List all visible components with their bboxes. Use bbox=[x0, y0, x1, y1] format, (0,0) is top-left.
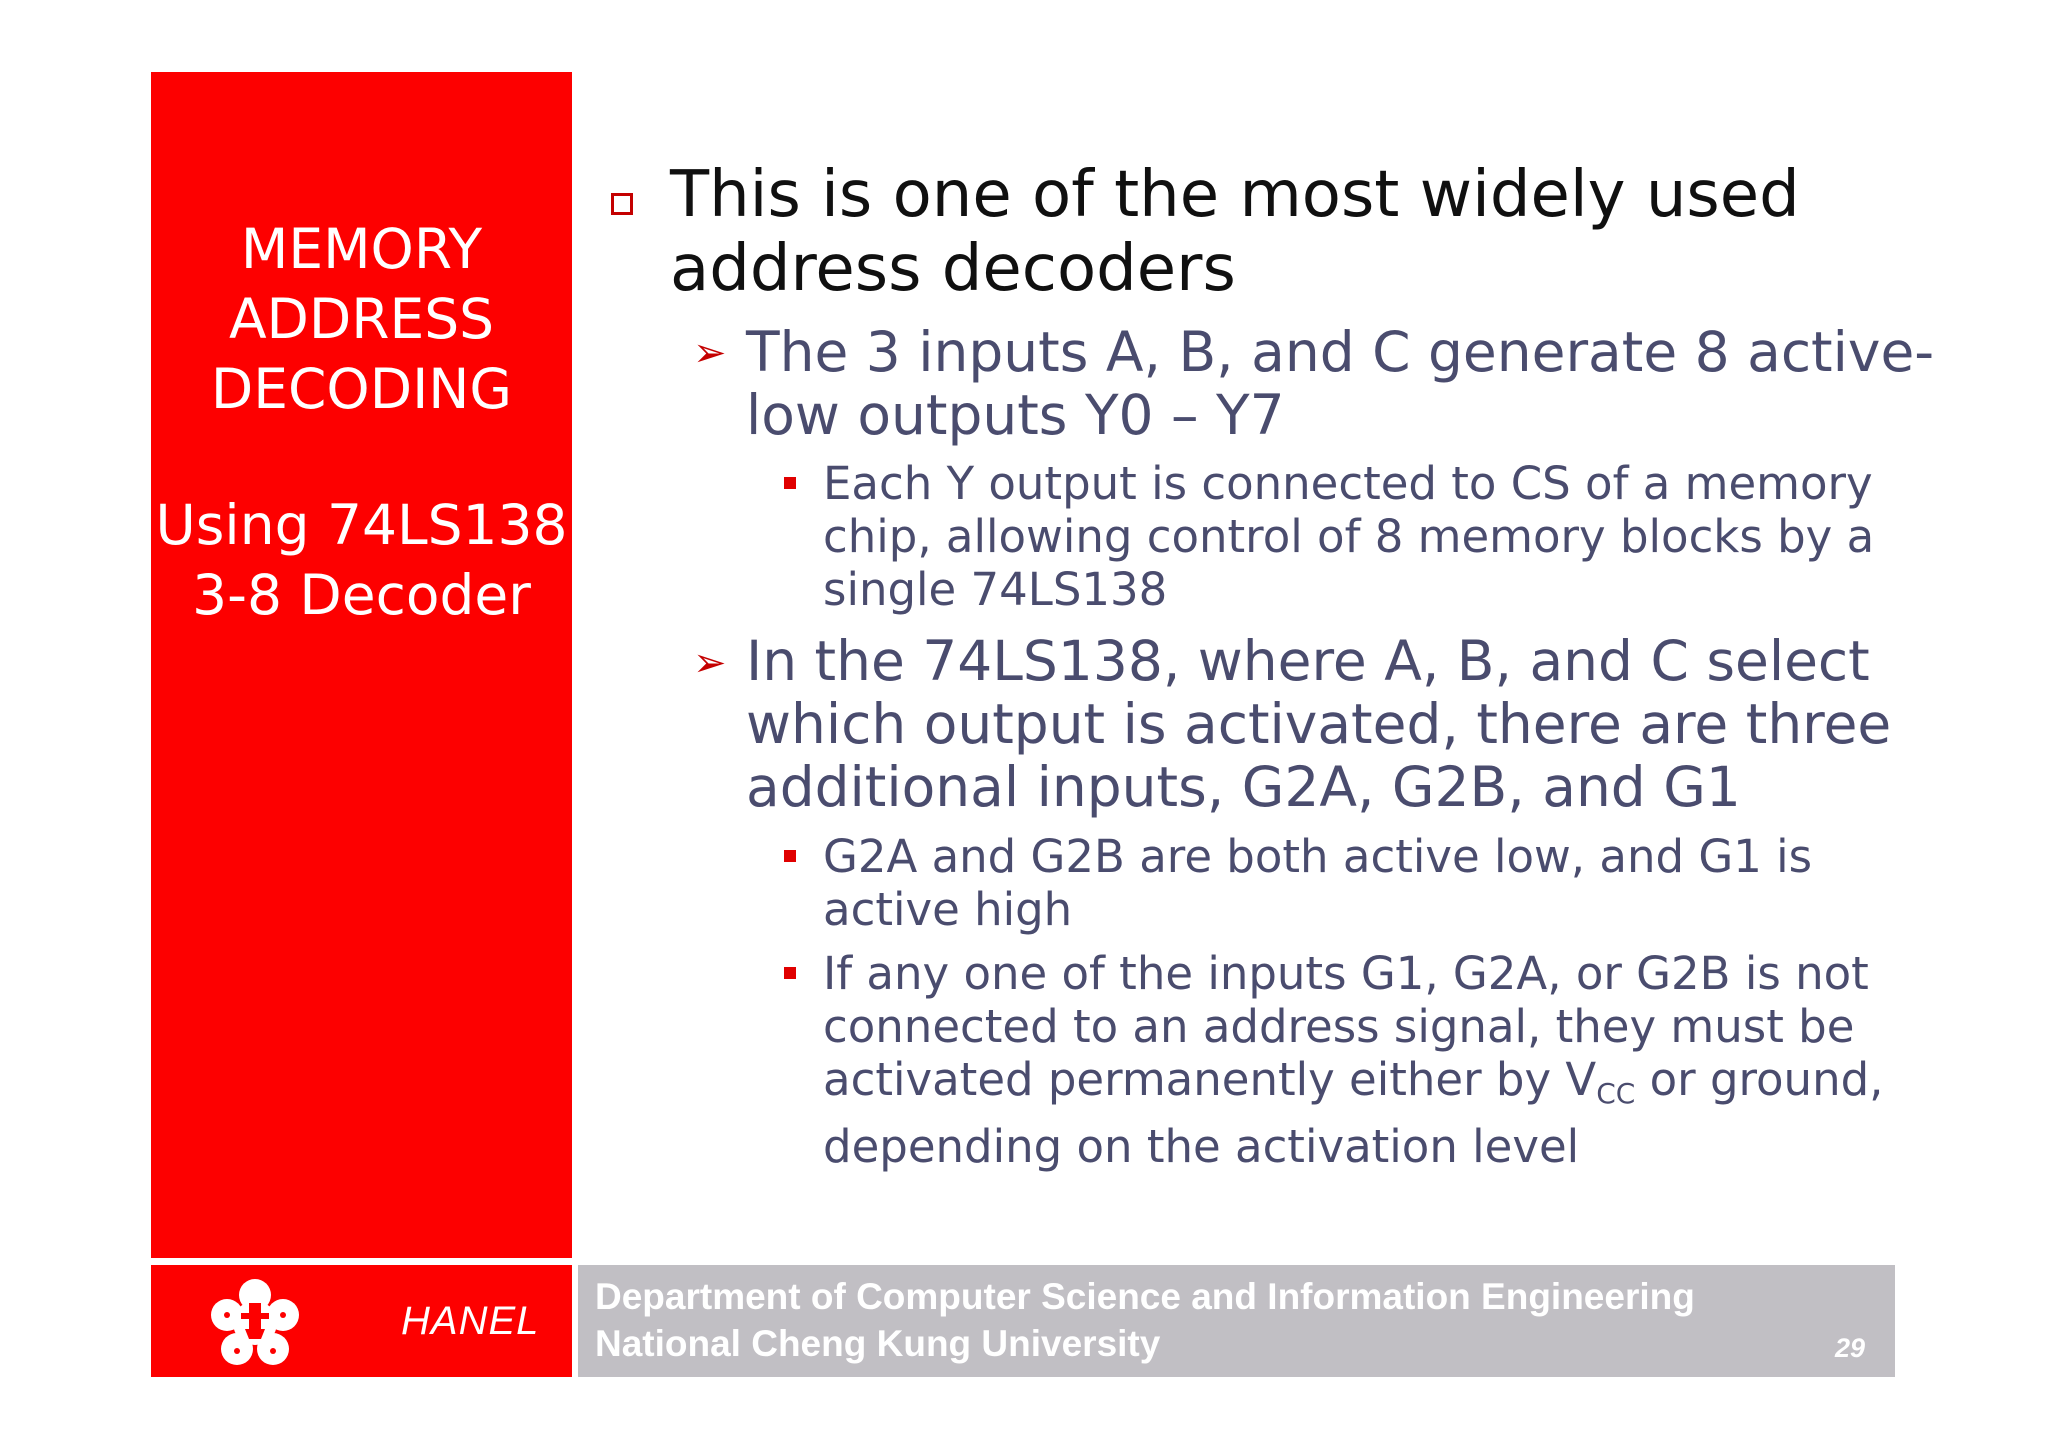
red-square-bullet-icon bbox=[784, 477, 796, 489]
arrow-bullet-icon: ➢ bbox=[693, 640, 727, 686]
slide-section-title bbox=[151, 214, 572, 424]
bullet-line: chip, allowing control of 8 memory blocks by a bbox=[823, 510, 1875, 563]
university-name: National Cheng Kung University bbox=[595, 1323, 1161, 1364]
department-name: Department of Computer Science and Information Engineering bbox=[595, 1276, 1695, 1317]
detail-bullet-text bbox=[823, 830, 1903, 936]
bullet-line: Each Y output is connected to CS of a memory bbox=[823, 457, 1873, 510]
brand-name: HANEL bbox=[401, 1299, 540, 1343]
bullet-line: depending on the activation level bbox=[823, 1120, 1580, 1173]
bullet-line: G2A and G2B are both active low, and G1 is bbox=[823, 830, 1813, 883]
slide-section-subtitle bbox=[151, 490, 572, 630]
sidebar-panel bbox=[151, 72, 572, 1258]
bullet-line: In the 74LS138, where A, B, and C select bbox=[746, 629, 1870, 693]
section-subtitle-line: Using 74LS138 bbox=[155, 493, 568, 557]
text-fragment: or ground, bbox=[1635, 1053, 1884, 1106]
bullet-line: The 3 inputs A, B, and C generate 8 active- bbox=[746, 320, 1935, 384]
bullet-line: connected to an address signal, they must be bbox=[823, 1000, 1855, 1053]
section-title-line: DECODING bbox=[210, 357, 513, 421]
main-bullet-text bbox=[670, 158, 1910, 306]
section-title-line: ADDRESS bbox=[228, 287, 495, 351]
footer-brand-panel bbox=[151, 1265, 572, 1377]
bullet-line: single 74LS138 bbox=[823, 563, 1168, 616]
square-bullet-icon bbox=[611, 193, 633, 215]
bullet-line: active high bbox=[823, 883, 1073, 936]
footer-info-panel bbox=[578, 1265, 1895, 1377]
subscript: CC bbox=[1596, 1077, 1636, 1110]
section-title-line: MEMORY bbox=[240, 217, 483, 281]
page-number: 29 bbox=[1834, 1333, 1865, 1363]
bullet-line: low outputs Y0 – Y7 bbox=[746, 383, 1285, 447]
detail-bullet-text bbox=[823, 947, 1903, 1173]
text-fragment: activated permanently either by V bbox=[823, 1053, 1597, 1106]
bullet-line: This is one of the most widely used bbox=[670, 158, 1800, 232]
detail-bullet-text bbox=[823, 457, 1903, 616]
arrow-bullet-icon: ➢ bbox=[693, 330, 727, 376]
red-square-bullet-icon bbox=[784, 967, 796, 979]
bullet-line: If any one of the inputs G1, G2A, or G2B is not bbox=[823, 947, 1869, 1000]
sub-bullet-text bbox=[746, 630, 1896, 819]
bullet-line: which output is activated, there are three bbox=[746, 692, 1892, 756]
bullet-line bbox=[823, 1053, 1903, 1120]
bullet-line: additional inputs, G2A, G2B, and G1 bbox=[746, 755, 1741, 819]
bullet-line: address decoders bbox=[670, 232, 1236, 306]
red-square-bullet-icon bbox=[784, 850, 796, 862]
section-subtitle-line: 3-8 Decoder bbox=[192, 563, 531, 627]
sub-bullet-text bbox=[746, 320, 1935, 447]
university-emblem-icon bbox=[203, 1273, 307, 1373]
